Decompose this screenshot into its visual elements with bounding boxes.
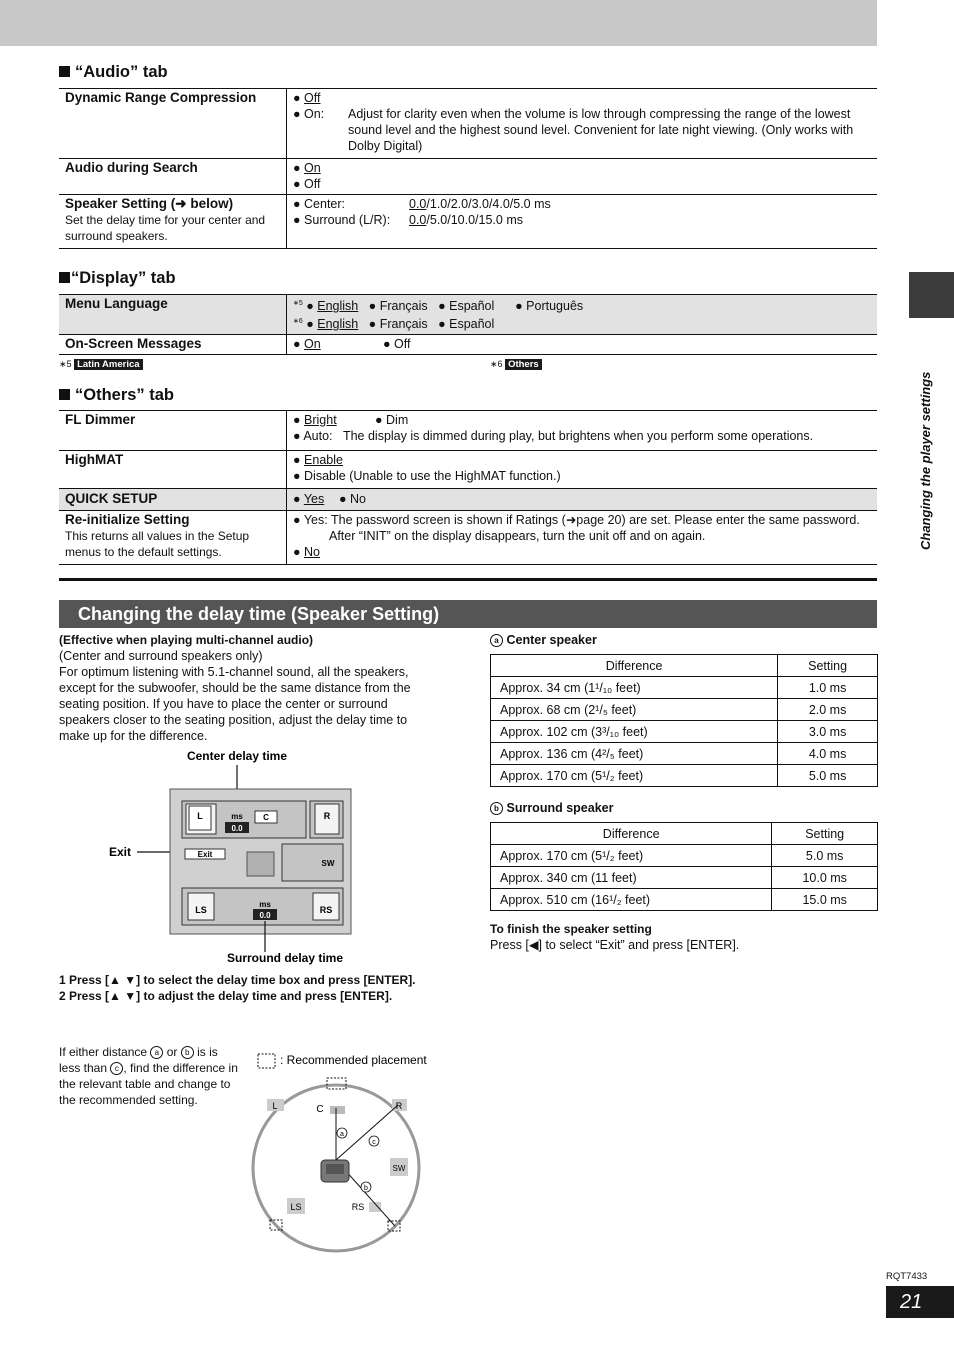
table-row: Audio during Search ● On ● Off [59, 159, 877, 195]
svg-text:0.0: 0.0 [231, 824, 243, 833]
exit-callout-label: Exit [109, 845, 132, 859]
table-header-row: Difference Setting [491, 823, 878, 845]
finish-title: To finish the speaker setting [490, 922, 652, 936]
svg-text:RS: RS [351, 1202, 365, 1212]
center-delay-label: Center delay time [186, 749, 288, 763]
surround-speaker-table [490, 822, 878, 911]
surround-delay-label: Surround delay time [226, 951, 344, 965]
svg-text:c: c [372, 1139, 376, 1146]
svg-text:R: R [395, 1101, 403, 1111]
table-row: QUICK SETUP ● Yes ● No [59, 489, 877, 511]
center-speaker-table [490, 654, 878, 787]
table-row: Re-initialize Setting This returns all values in the Setup menus to the default settings. ● Yes: The password screen is shown if Ratings (➜page 20) are set. Please enter the same password. After “INIT” on the display disappears, turn the unit off and on again. ● No [59, 511, 877, 565]
table-row: Approx. 34 cm (1¹/₁₀ feet) 1.0 ms [491, 677, 878, 699]
others-settings-table [59, 410, 877, 565]
table-row: On-Screen Messages ● On ● Off [59, 335, 877, 355]
svg-text:ms: ms [231, 812, 243, 821]
delay-intro: (Effective when playing multi-channel audio) (Center and surround speakers only) For optimum listening with 5.1-channel sound, all the speakers, except for the subwoofer, should be the same distance from the seating position. If you have to place the center or surround speakers closer to the seating position, adjust the delay time to make up for the difference. [59, 633, 411, 743]
speaker-setting-screen-diagram [100, 745, 390, 970]
side-section-label: Changing the player settings [918, 371, 933, 550]
others-tab-heading: “Others” tab [59, 386, 174, 405]
table-row: Approx. 510 cm (16¹/₂ feet) 15.0 ms [491, 889, 878, 911]
table-header-row: Difference Setting [491, 655, 878, 677]
table-row: Approx. 136 cm (4²/₅ feet) 4.0 ms [491, 743, 878, 765]
table-row: HighMAT ● Enable ● Disable (Unable to use the HighMAT function.) [59, 451, 877, 489]
table-row: FL Dimmer ● Bright ● Dim ● Auto: The display is dimmed during play, but brightens when you perform some operations. [59, 411, 877, 451]
top-header-bar [0, 0, 877, 46]
audio-tab-heading: “Audio” tab [59, 63, 168, 82]
distance-instruction: If either distance a or b is is less than c , find the difference in the relevant table and change to the recommended setting. [59, 1045, 238, 1107]
table-row: Menu Language $^{∗5}$ ● English ● Français ● Español ● Português $^{∗6}$ ● English ● Français ● Español [59, 295, 877, 335]
section-divider [59, 578, 877, 581]
surround-speaker-heading: b Surround speaker [490, 800, 613, 816]
finish-text: Press [◀] to select “Exit” and press [ENTER]. [490, 938, 740, 952]
table-row: Approx. 170 cm (5¹/₂ feet) 5.0 ms [491, 845, 878, 867]
svg-text:0.0: 0.0 [259, 911, 271, 920]
footnote-latin-america: ∗5 Latin America [59, 359, 143, 370]
recommended-placement-icon [258, 1054, 275, 1068]
svg-text:RS: RS [319, 905, 333, 915]
speaker-placement-diagram [245, 1050, 445, 1260]
center-speaker-heading: a Center speaker [490, 632, 597, 648]
table-row: Speaker Setting (➜ below) Set the delay time for your center and surround speakers. ● Center: 0.0/1.0/2.0/3.0/4.0/5.0 ms ● Surround (L/R): 0.0/5.0/10.0/15.0 ms [59, 195, 877, 249]
svg-text:Exit: Exit [197, 850, 213, 859]
step-1: 1 Press [▲ ▼] to select the delay time box and press [ENTER]. [59, 973, 416, 987]
audio-settings-table [59, 88, 877, 249]
svg-text:C: C [316, 1104, 324, 1115]
step-2: 2 Press [▲ ▼] to adjust the delay time and press [ENTER]. [59, 989, 393, 1003]
table-row: Approx. 170 cm (5¹/₂ feet) 5.0 ms [491, 765, 878, 787]
svg-text:SW: SW [392, 1164, 406, 1173]
svg-text:LS: LS [290, 1202, 302, 1212]
svg-text:L: L [272, 1101, 278, 1111]
svg-text:ms: ms [259, 900, 271, 909]
table-row: Approx. 102 cm (3³/₁₀ feet) 3.0 ms [491, 721, 878, 743]
table-row: Approx. 340 cm (11 feet) 10.0 ms [491, 867, 878, 889]
svg-text:b: b [364, 1185, 368, 1192]
svg-text:a: a [340, 1131, 344, 1138]
svg-text:R: R [323, 811, 331, 821]
svg-text:: Recommended placement: : Recommended placement [280, 1053, 427, 1067]
delay-section-title: Changing the delay time (Speaker Setting) [59, 600, 877, 628]
display-settings-table [59, 294, 877, 355]
table-row: Approx. 68 cm (2¹/₅ feet) 2.0 ms [491, 699, 878, 721]
svg-text:C: C [263, 813, 269, 822]
footnote-others: ∗6 Others [490, 359, 542, 370]
page-number: 21 [886, 1286, 954, 1318]
svg-text:SW: SW [321, 859, 335, 868]
display-tab-heading: “Display” tab [59, 269, 176, 288]
model-code: RQT7433 [886, 1271, 928, 1282]
table-row: Dynamic Range Compression ● Off ● On: Adjust for clarity even when the volume is low through compressing the range of the lowest sound level and the highest sound level. Convenient for late night viewing. (Only works with Dolby Digital) [59, 89, 877, 159]
side-tab-marker [909, 272, 954, 318]
svg-text:LS: LS [195, 905, 207, 915]
svg-text:L: L [197, 811, 203, 821]
